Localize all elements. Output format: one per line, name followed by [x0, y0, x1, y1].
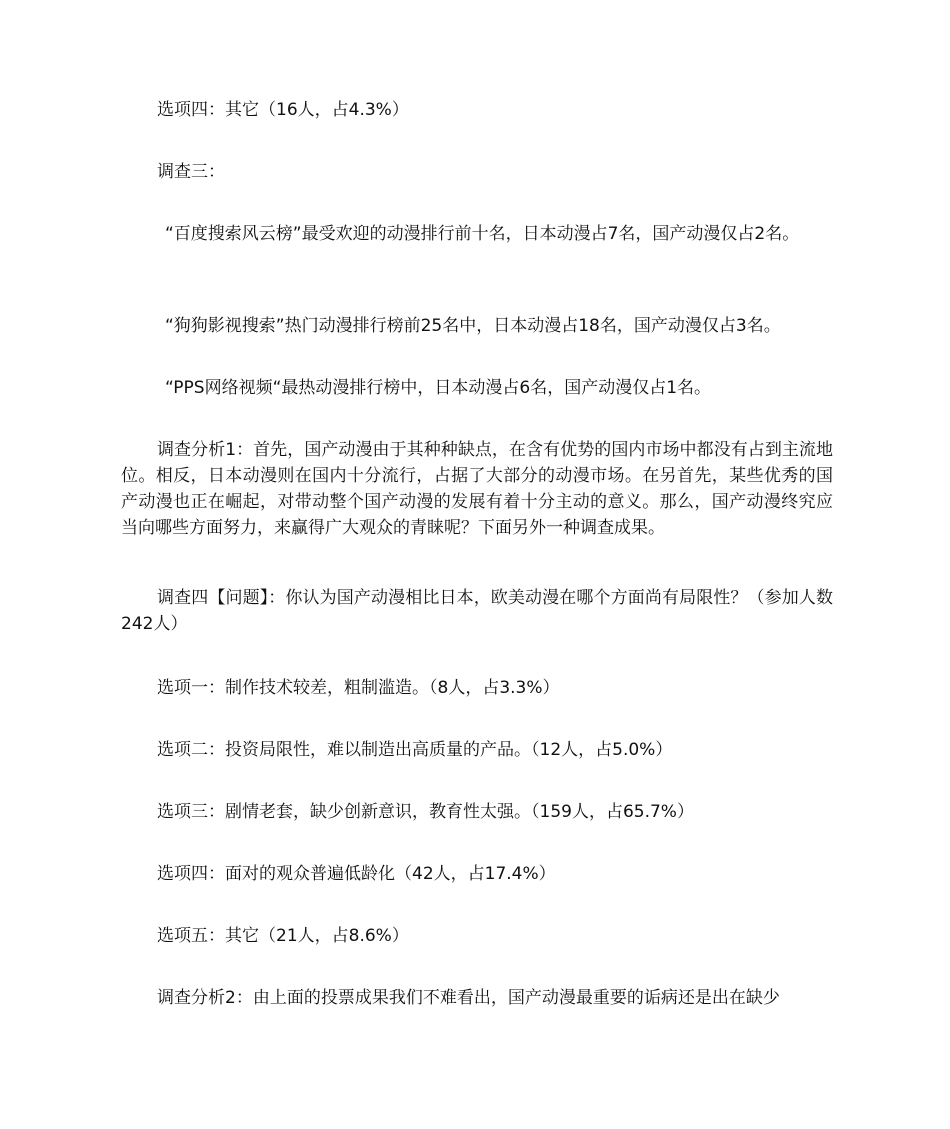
survey-four-question: 调查四【问题】：你认为国产动漫相比日本，欧美动漫在哪个方面尚有局限性？（参加人数242人）: [121, 588, 833, 634]
analysis-two-paragraph: 调查分析2：由上面的投票成果我们不难看出，国产动漫最重要的诟病还是出在缺少: [157, 988, 780, 1008]
option-one: 选项一：制作技术较差，粗制滥造。（8人，占3.3%）: [157, 678, 560, 698]
option-three: 选项三：剧情老套，缺少创新意识，教育性太强。（159人，占65.7%）: [157, 802, 694, 822]
gougou-ranking-paragraph: “狗狗影视搜索”热门动漫排行榜前25名中，日本动漫占18名，国产动漫仅占3名。: [165, 316, 781, 336]
analysis-one-paragraph: 调查分析1：首先，国产动漫由于其种种缺点，在含有优势的国内市场中都没有占到主流地位。相反，日本动漫则在国内十分流行，占据了大部分的动漫市场。在另首先，某些优秀的国产动漫也正在崛起，对带动整个国产动漫的发展有着十分主动的意义。那么，国产动漫终究应当向哪些方面努力，来赢得广大观众的青睐呢？下面另外一种调查成果。: [121, 440, 833, 538]
option-four: 选项四：面对的观众普遍低龄化（42人，占17.4%）: [157, 864, 556, 884]
survey-three-heading: 调查三：: [157, 162, 225, 182]
option-four-other: 选项四：其它（16人，占4.3%）: [157, 100, 409, 120]
option-two: 选项二：投资局限性，难以制造出高质量的产品。（12人，占5.0%）: [157, 740, 673, 760]
option-five: 选项五：其它（21人，占8.6%）: [157, 926, 409, 946]
pps-ranking-paragraph: “PPS网络视频“最热动漫排行榜中，日本动漫占6名，国产动漫仅占1名。: [165, 378, 712, 398]
baidu-ranking-paragraph: “百度搜索风云榜”最受欢迎的动漫排行前十名，日本动漫占7名，国产动漫仅占2名。: [165, 224, 800, 244]
